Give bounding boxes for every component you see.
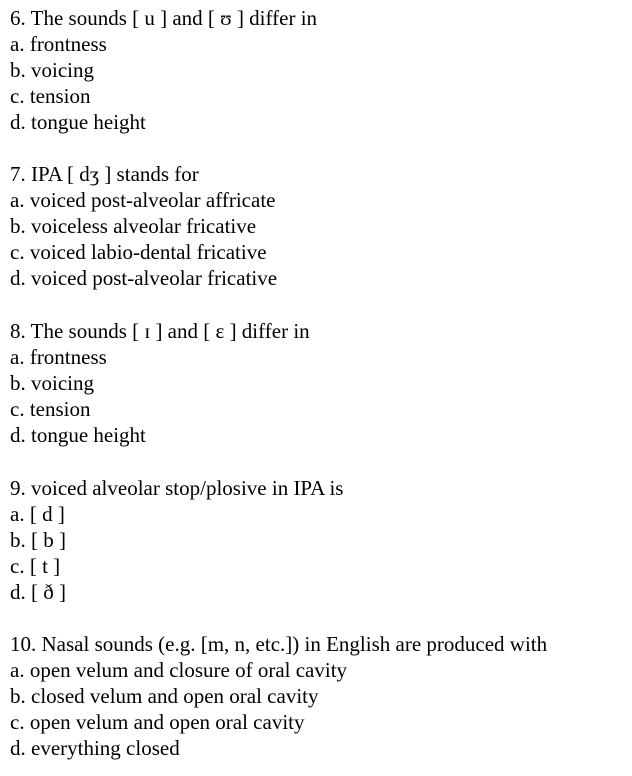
- question-prompt: 7. IPA [ dʒ ] stands for: [10, 162, 199, 186]
- question-9: [10, 475, 625, 605]
- answer-option-c: c. open velum and open oral cavity: [10, 710, 305, 734]
- answer-option-c: c. tension: [10, 84, 91, 108]
- answer-option-d: d. [ ð ]: [10, 580, 66, 604]
- answer-option-b: b. [ b ]: [10, 528, 66, 552]
- question-8: [10, 318, 625, 448]
- question-prompt: 9. voiced alveolar stop/plosive in IPA is: [10, 476, 344, 500]
- answer-option-b: b. closed velum and open oral cavity: [10, 684, 319, 708]
- answer-option-b: b. voicing: [10, 371, 94, 395]
- question-prompt: 6. The sounds [ u ] and [ ʊ ] differ in: [10, 6, 318, 30]
- answer-option-c: c. voiced labio-dental fricative: [10, 240, 267, 264]
- answer-option-c: c. tension: [10, 397, 91, 421]
- answer-option-a: a. [ d ]: [10, 502, 65, 526]
- answer-option-a: a. frontness: [10, 32, 107, 56]
- answer-option-a: a. voiced post-alveolar affricate: [10, 188, 276, 212]
- question-prompt: 8. The sounds [ ɪ ] and [ ɛ ] differ in: [10, 319, 310, 343]
- answer-option-d: d. voiced post-alveolar fricative: [10, 266, 278, 290]
- question-6: [10, 5, 625, 135]
- answer-option-d: d. tongue height: [10, 423, 146, 447]
- question-10: [10, 631, 625, 761]
- answer-option-b: b. voiceless alveolar fricative: [10, 214, 257, 238]
- answer-option-a: a. frontness: [10, 345, 107, 369]
- answer-option-c: c. [ t ]: [10, 554, 61, 578]
- question-7: [10, 161, 625, 291]
- answer-option-a: a. open velum and closure of oral cavity: [10, 658, 348, 682]
- answer-option-d: d. everything closed: [10, 736, 180, 760]
- answer-option-d: d. tongue height: [10, 110, 146, 134]
- answer-option-b: b. voicing: [10, 58, 94, 82]
- question-prompt: 10. Nasal sounds (e.g. [m, n, etc.]) in English are produced with: [10, 632, 548, 656]
